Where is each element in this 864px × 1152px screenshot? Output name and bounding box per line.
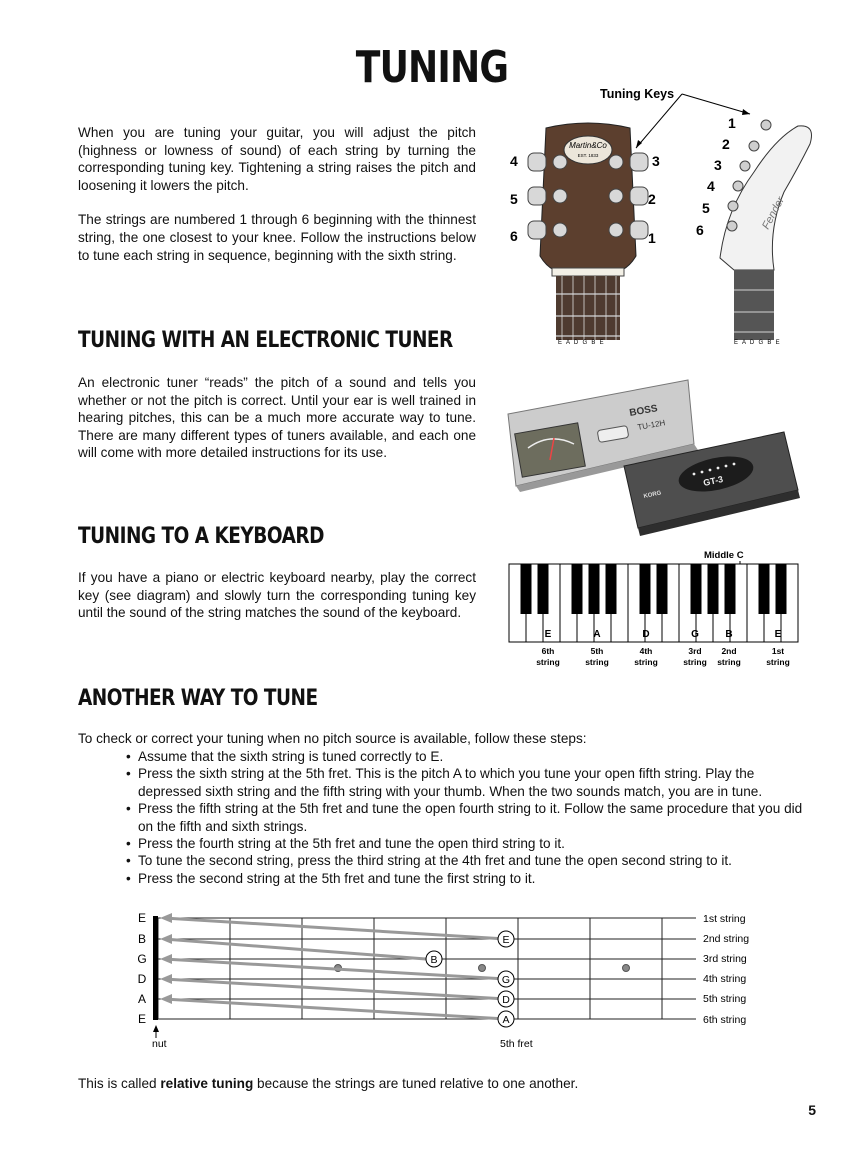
tuning-arrow-line — [164, 918, 506, 939]
string-name: 2nd string — [703, 933, 750, 945]
boss-model: TU-12H — [636, 418, 666, 432]
open-string-note: E — [137, 911, 147, 925]
tuner-number: 4 — [707, 178, 715, 194]
black-key — [725, 564, 736, 614]
acoustic-headstock — [528, 123, 648, 340]
black-key — [521, 564, 532, 614]
arrowhead-icon — [742, 109, 750, 115]
black-key — [691, 564, 702, 614]
intro-paragraph: When you are tuning your guitar, you will adjust the pitch (highness or lowness of sound) of each string by turning the corresponding tuning key. Tightening a string raises the pitch and loosening it lowers the pitch. — [78, 125, 476, 193]
tuning-keys-pointer — [682, 94, 750, 114]
closing-text: because the strings are tuned relative to one another. — [253, 1076, 579, 1091]
electronic-tuner-paragraph: An electronic tuner “reads” the pitch of a sound and tells you whether or not the pitch is correct. Until your ear is well trained in hearing pitches, this can be a much more accurate way to tune. There are many different types of tuners available, and each one will come with more detailed instructions for its use. — [78, 375, 476, 461]
electronic-tuners-photo — [498, 370, 828, 536]
key-note-label: G — [691, 629, 699, 640]
white-keys — [509, 564, 798, 642]
string-label: string — [766, 657, 790, 667]
tuner-number: 2 — [722, 136, 730, 152]
black-key — [538, 564, 549, 614]
nut-label: nut — [152, 1038, 167, 1050]
tuner-number: 6 — [510, 228, 518, 244]
list-item: • Press the sixth string at the 5th fret. This is the pitch A to which you tune your open fifth string. Play the depressed sixth string and the fifth string with your thumb. When the two sounds match, you are in tune. — [126, 765, 816, 800]
fretted-note-label: G — [501, 974, 511, 986]
black-key — [776, 564, 787, 614]
black-key — [657, 564, 668, 614]
list-item: • To tune the second string, press the third string at the 4th fret and tune the open second string to it. — [126, 852, 816, 869]
tuner-number: 4 — [510, 153, 518, 169]
tuner-number: 1 — [728, 115, 736, 131]
open-string-note: G — [137, 952, 147, 966]
nut-bar — [153, 916, 158, 1020]
string-label: 4th — [639, 646, 653, 656]
tuner-number: 5 — [702, 200, 710, 216]
tuning-arrow-line — [164, 979, 506, 999]
string-name: 3rd string — [703, 953, 747, 965]
electronic-tuner-text — [78, 374, 476, 479]
open-string-note: E — [137, 1012, 147, 1026]
string-label: string — [717, 657, 741, 667]
arrowhead-icon — [636, 140, 642, 148]
fret-marker-dot — [479, 965, 486, 972]
tuning-keys-label: Tuning Keys — [600, 87, 675, 101]
key-note-label: D — [642, 629, 650, 640]
page-title: TUNING — [355, 42, 509, 93]
string-label: string — [536, 657, 560, 667]
tuner-number: 1 — [648, 230, 656, 246]
fretted-note-label: D — [502, 994, 510, 1006]
black-key — [640, 564, 651, 614]
keyboard-text — [78, 569, 476, 639]
string-name: 5th string — [703, 993, 747, 1005]
arrowhead-icon — [160, 994, 172, 1004]
string-label: 5th — [590, 646, 604, 656]
korg-brand: KORG — [643, 490, 663, 500]
relative-tuning-fretboard — [130, 906, 770, 1054]
open-string-note: D — [137, 972, 147, 986]
acoustic-string-letters: E A D G B E — [558, 340, 605, 346]
tuner-number: 3 — [652, 153, 660, 169]
electric-brand: Fender — [760, 194, 788, 232]
arrowhead-icon — [160, 934, 172, 944]
list-item: • Press the fourth string at the 5th fret and tune the open third string to it. — [126, 835, 816, 852]
section-heading-keyboard: TUNING TO A KEYBOARD — [78, 524, 324, 549]
another-way-intro: To check or correct your tuning when no pitch source is available, follow these steps: — [78, 731, 587, 746]
fretted-note-label: B — [430, 954, 438, 966]
string-name: 4th string — [703, 973, 747, 985]
tuner-number: 3 — [714, 157, 722, 173]
relative-tuning-term: relative tuning — [160, 1076, 254, 1091]
arrowhead-icon — [160, 954, 172, 964]
black-key — [606, 564, 617, 614]
korg-model: GT-3 — [702, 474, 724, 488]
string-name: 1st string — [703, 913, 746, 925]
open-string-note: A — [137, 992, 147, 1006]
tuner-number: 2 — [648, 191, 656, 207]
tuning-arrow-line — [164, 999, 506, 1019]
boss-brand: BOSS — [628, 403, 659, 419]
fretted-note-label: E — [502, 934, 510, 946]
arrowhead-icon — [160, 974, 172, 984]
middle-c-label: Middle C — [704, 550, 744, 561]
string-label: string — [683, 657, 707, 667]
key-note-label: E — [544, 629, 552, 640]
string-label: 1st — [771, 646, 785, 656]
intro-text — [78, 124, 476, 281]
acoustic-brand-sub: EST. 1833 — [577, 153, 599, 158]
tuning-keys-pointer — [636, 94, 682, 148]
fret-label: 5th fret — [500, 1038, 533, 1050]
page-number: 5 — [808, 1102, 816, 1118]
string-label: string — [634, 657, 658, 667]
section-heading-another-way: ANOTHER WAY TO TUNE — [78, 686, 318, 711]
tuning-arrow-line — [164, 939, 426, 959]
fret-marker-dot — [623, 965, 630, 972]
key-note-label: E — [774, 629, 782, 640]
closing-sentence — [78, 1076, 578, 1091]
tuning-steps-list — [126, 748, 816, 887]
fretted-note-label: A — [502, 1014, 510, 1026]
list-item: • Assume that the sixth string is tuned correctly to E. — [126, 748, 816, 765]
tuner-number: 5 — [510, 191, 518, 207]
tuner-number: 6 — [696, 222, 704, 238]
closing-text: This is called — [78, 1076, 161, 1091]
string-name: 6th string — [703, 1014, 747, 1026]
headstock-figure — [498, 80, 828, 350]
section-heading-electronic-tuner: TUNING WITH AN ELECTRONIC TUNER — [78, 328, 453, 353]
electric-string-letters: E A D G B E — [734, 340, 781, 346]
electric-headstock — [720, 120, 812, 340]
tuning-arrow-line — [164, 959, 506, 979]
string-label: 3rd — [688, 646, 702, 656]
acoustic-brand: Martin&Co — [569, 141, 607, 150]
black-key — [708, 564, 719, 614]
key-note-label: A — [593, 629, 601, 640]
list-item: • Press the fifth string at the 5th fret and tune the open fourth string to it. Follow the same procedure that you did on the fifth and sixth strings. — [126, 800, 816, 835]
list-item: • Press the second string at the 5th fret and tune the first string to it. — [126, 870, 816, 887]
black-key — [759, 564, 770, 614]
arrow-up-icon — [153, 1025, 159, 1032]
keyboard-paragraph: If you have a piano or electric keyboard nearby, play the correct key (see diagram) and slowly turn the corresponding tuning key until the sound of the string matches the sound of the keyboard. — [78, 570, 476, 621]
string-label: string — [585, 657, 609, 667]
string-label: 6th — [541, 646, 555, 656]
string-label: 2nd — [721, 646, 737, 656]
keyboard-diagram — [506, 544, 806, 674]
key-note-label: B — [725, 629, 733, 640]
black-key — [572, 564, 583, 614]
arrowhead-icon — [160, 913, 172, 923]
open-string-note: B — [137, 932, 147, 946]
black-key — [589, 564, 600, 614]
intro-paragraph: The strings are numbered 1 through 6 beginning with the thinnest string, the one closest to your knee. Follow the instructions below to tune each string in sequence, beginning with the sixth string. — [78, 212, 476, 263]
